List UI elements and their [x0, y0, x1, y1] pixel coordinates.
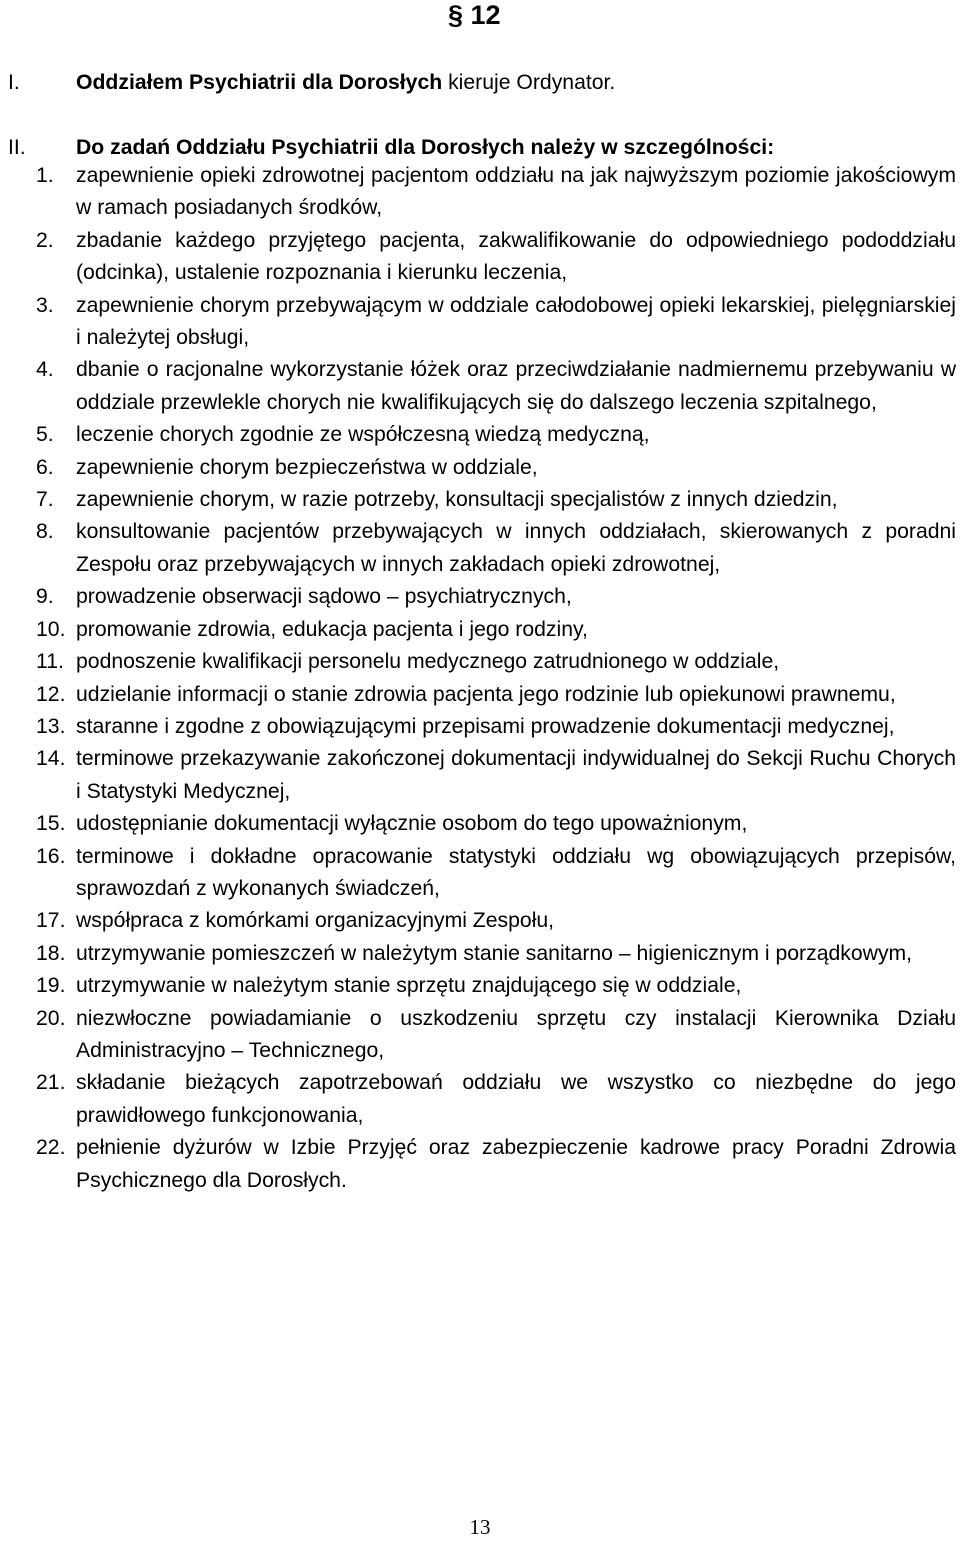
- item-number: 10.: [36, 617, 66, 641]
- list-item: [0, 711, 960, 743]
- item-number: 21.: [36, 1071, 66, 1095]
- item-text: zapewnienie chorym przebywającym w oddziale całodobowej opieki lekarskiej, pielęgniarskiej i należytej obsługi,: [76, 293, 956, 350]
- list-item: [0, 225, 960, 290]
- item-number: 14.: [36, 747, 66, 771]
- item-number: 15.: [36, 812, 66, 836]
- list-item: [0, 679, 960, 711]
- list-item: [0, 938, 960, 970]
- list-item: [0, 354, 960, 419]
- paragraph-i-text: [76, 66, 615, 99]
- paragraph-i-rest: kieruje Ordynator.: [442, 71, 616, 94]
- item-text: zapewnienie opieki zdrowotnej pacjentom oddziału na jak najwyższym poziomie jakościowym w ramach posiadanych środków,: [76, 164, 956, 220]
- item-text: udostępnianie dokumentacji wyłącznie osobom do tego upoważnionym,: [76, 812, 748, 836]
- list-item: [0, 290, 960, 355]
- list-item: [0, 516, 960, 581]
- item-text: staranne i zgodne z obowiązującymi przepisami prowadzenie dokumentacji medycznej,: [76, 714, 895, 738]
- item-number: 1.: [36, 164, 54, 187]
- item-number: 22.: [36, 1136, 66, 1160]
- item-text: terminowe i dokładne opracowanie statystyki oddziału wg obowiązujących przepisów, sprawozdań z wykonanych świadczeń,: [76, 844, 956, 900]
- item-number: 4.: [36, 358, 54, 382]
- item-text: utrzymywanie w należytym stanie sprzętu znajdującego się w oddziale,: [76, 974, 742, 998]
- item-text: utrzymywanie pomieszczeń w należytym stanie sanitarno – higienicznym i porządkowym,: [76, 941, 913, 965]
- item-text: promowanie zdrowia, edukacja pacjenta i jego rodziny,: [76, 617, 588, 641]
- roman-numeral: II.: [8, 136, 26, 159]
- section-number: § 12: [448, 0, 501, 30]
- item-text: zapewnienie chorym bezpieczeństwa w oddziale,: [76, 455, 538, 479]
- list-item: [0, 581, 960, 613]
- item-number: 16.: [36, 844, 66, 868]
- item-text: terminowe przekazywanie zakończonej dokumentacji indywidualnej do Sekcji Ruchu Chorych i Statystyki Medycznej,: [76, 747, 956, 803]
- list-item: [0, 419, 960, 451]
- item-text: prowadzenie obserwacji sądowo – psychiatrycznych,: [76, 585, 572, 609]
- item-number: 17.: [36, 909, 66, 933]
- roman-numeral: I.: [8, 71, 20, 94]
- list-item: [0, 1067, 960, 1132]
- list-item: [0, 970, 960, 1002]
- item-text: udzielanie informacji o stanie zdrowia pacjenta jego rodzinie lub opiekunowi prawnemu,: [76, 682, 896, 706]
- list-item: [0, 1003, 960, 1068]
- item-number: 18.: [36, 941, 66, 965]
- item-text: zapewnienie chorym, w razie potrzeby, konsultacji specjalistów z innych dziedzin,: [76, 488, 838, 512]
- item-text: zbadanie każdego przyjętego pacjenta, zakwalifikowanie do odpowiedniego pododdziału (odcinka), ustalenie rozpoznania i kierunku leczenia,: [76, 228, 956, 285]
- list-item: [0, 808, 960, 840]
- item-number: 20.: [36, 1006, 66, 1030]
- list-item: [0, 743, 960, 808]
- list-item: [0, 1132, 960, 1197]
- list-item: [0, 905, 960, 937]
- item-text: niezwłoczne powiadamianie o uszkodzeniu sprzętu czy instalacji Kierownika Działu Administracyjno – Technicznego,: [76, 1006, 956, 1062]
- item-number: 5.: [36, 423, 54, 447]
- paragraph-ii-heading: Do zadań Oddziału Psychiatrii dla Dorosłych należy w szczególności:: [76, 136, 775, 159]
- list-item: [0, 452, 960, 484]
- unit-name: Oddziałem Psychiatrii dla Dorosłych: [76, 71, 443, 94]
- item-number: 7.: [36, 488, 54, 512]
- item-text: podnoszenie kwalifikacji personelu medycznego zatrudnionego w oddziale,: [76, 650, 780, 674]
- item-number: 2.: [36, 228, 54, 252]
- item-number: 8.: [36, 520, 54, 544]
- item-number: 6.: [36, 455, 54, 479]
- item-number: 12.: [36, 682, 66, 706]
- page-number: 13: [469, 1515, 491, 1539]
- list-item: [0, 484, 960, 516]
- item-text: konsultowanie pacjentów przebywających w innych oddziałach, skierowanych z poradni Zespołu oraz przebywających w innych zakładach opieki zdrowotnej,: [76, 520, 956, 576]
- item-text: pełnienie dyżurów w Izbie Przyjęć oraz zabezpieczenie kadrowe pracy Poradni Zdrowia Psychicznego dla Dorosłych.: [76, 1136, 956, 1192]
- item-number: 19.: [36, 974, 66, 998]
- item-number: 11.: [36, 650, 64, 674]
- item-number: 9.: [36, 585, 54, 609]
- list-item: [0, 614, 960, 646]
- item-number: 3.: [36, 293, 54, 317]
- list-item: [0, 841, 960, 906]
- task-list: [0, 160, 960, 1197]
- item-text: współpraca z komórkami organizacyjnymi Zespołu,: [76, 909, 555, 933]
- list-item: [0, 160, 960, 225]
- item-text: dbanie o racjonalne wykorzystanie łóżek oraz przeciwdziałanie nadmiernemu przebywaniu w oddziale przewlekle chorych nie kwalifikujących się do dalszego leczenia szpitalnego,: [76, 358, 956, 414]
- list-item: [0, 646, 960, 678]
- item-text: składanie bieżących zapotrzebowań oddziału we wszystko co niezbędne do jego prawidłowego funkcjonowania,: [76, 1071, 956, 1127]
- item-number: 13.: [36, 714, 66, 738]
- item-text: leczenie chorych zgodnie ze współczesną wiedzą medyczną,: [76, 423, 650, 447]
